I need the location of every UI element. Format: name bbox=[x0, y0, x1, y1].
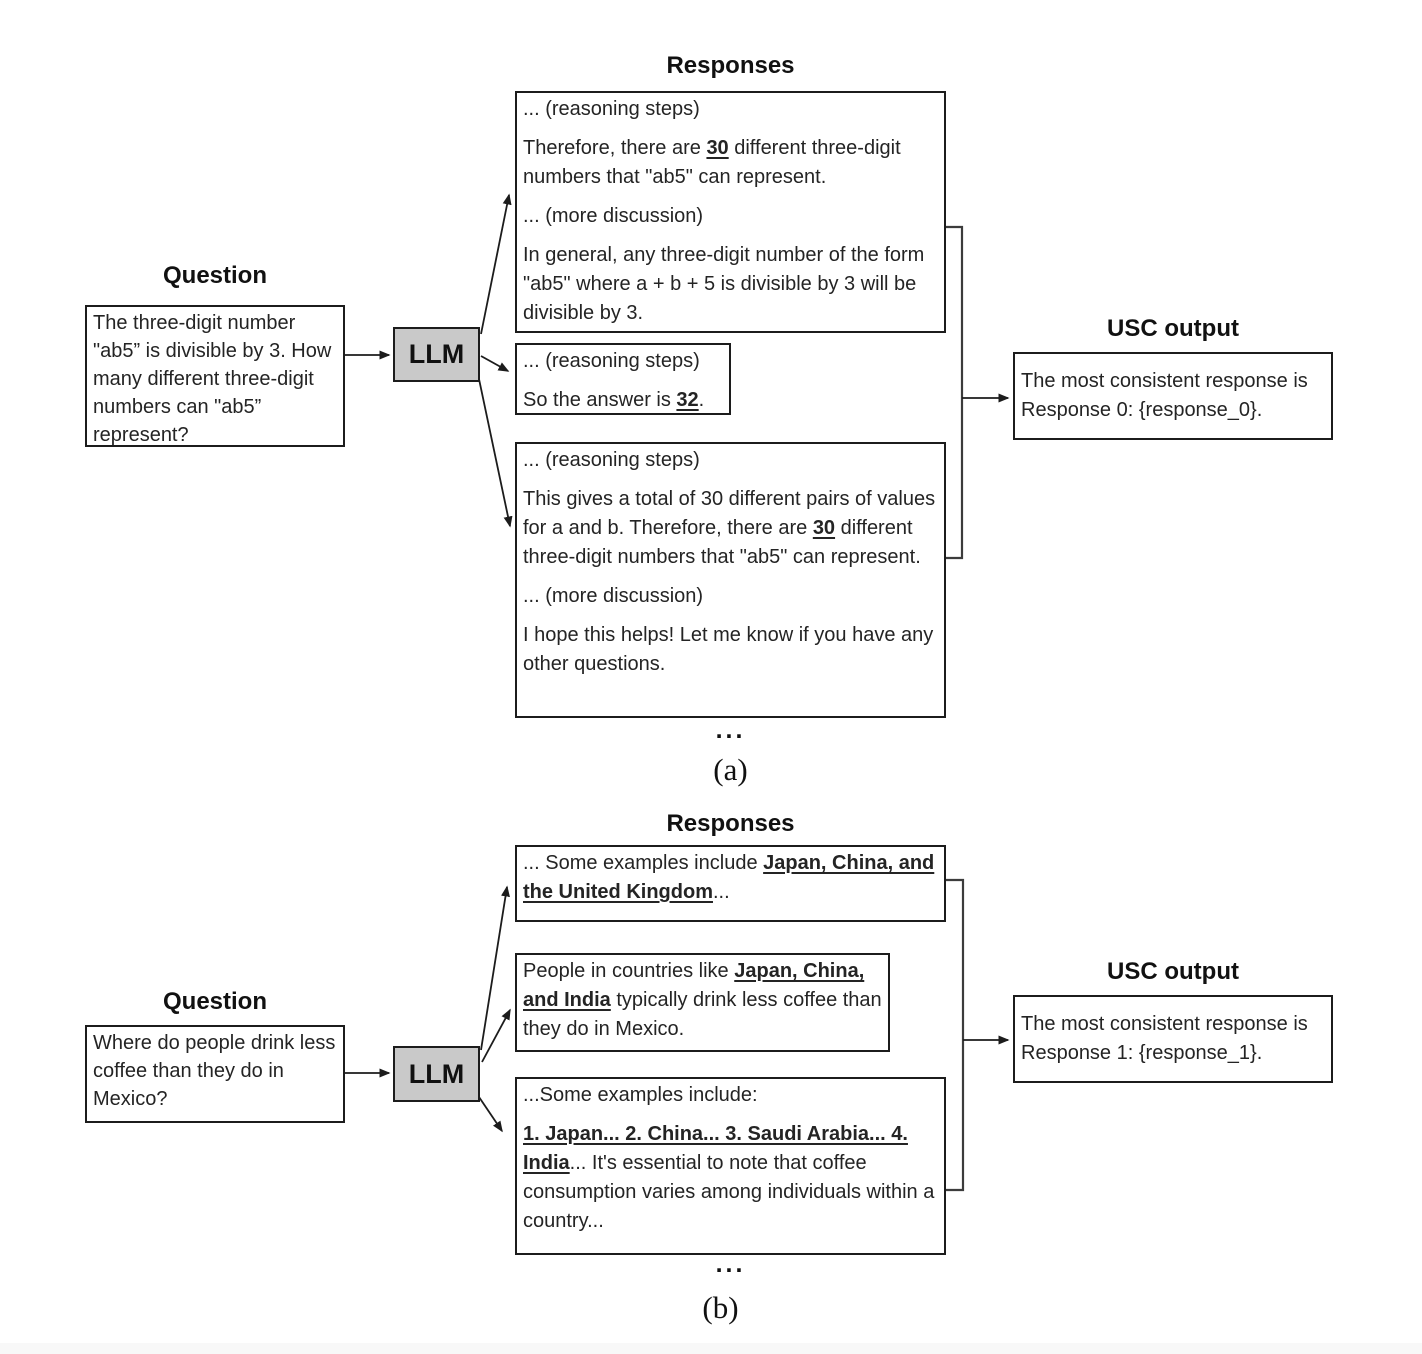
text-segment: ... (reasoning steps) bbox=[523, 449, 700, 471]
text-segment: Therefore, there are bbox=[523, 137, 707, 159]
highlighted-answer: 32 bbox=[676, 389, 699, 411]
text-segment: typically drink less coffee than they do in Mexico. bbox=[523, 989, 882, 1040]
highlighted-answer: 30 bbox=[706, 137, 729, 159]
usc-output-box-b bbox=[1013, 995, 1333, 1083]
paragraph bbox=[523, 386, 723, 415]
text-segment: ... It's essential to note that coffee consumption varies among individuals within a country... bbox=[523, 1152, 935, 1232]
usc-output-box-a bbox=[1013, 352, 1333, 440]
response-box-b1 bbox=[515, 845, 946, 922]
paragraph bbox=[523, 241, 938, 328]
subfigure-caption-a: (a) bbox=[713, 752, 748, 787]
llm-box-a bbox=[393, 327, 480, 382]
llm-box-b bbox=[393, 1046, 480, 1102]
paragraph bbox=[523, 446, 938, 475]
highlighted-answer: 1. Japan... 2. China... 3. Saudi Arabia... 4. India bbox=[523, 1123, 908, 1174]
question-title-a: Question bbox=[162, 262, 267, 289]
arrow-llm-to-response3-a bbox=[479, 379, 510, 526]
text-segment: ... (more discussion) bbox=[523, 205, 704, 227]
response-box-a2 bbox=[515, 343, 731, 415]
arrow-llm-to-response1-b bbox=[481, 887, 507, 1050]
text-segment: ... (reasoning steps) bbox=[523, 350, 700, 372]
text-segment: ...Some examples include: bbox=[523, 1084, 758, 1106]
highlighted-answer: Japan, China, and India bbox=[523, 960, 865, 1011]
paragraph bbox=[523, 202, 938, 231]
highlighted-answer: Japan, China, and the United Kingdom bbox=[523, 852, 935, 903]
arrow-llm-to-response3-b bbox=[479, 1097, 502, 1131]
question-box-b bbox=[85, 1025, 345, 1123]
question-box-a bbox=[85, 305, 345, 447]
bottom-strip bbox=[0, 1343, 1422, 1354]
paragraph bbox=[523, 485, 938, 572]
llm-label-b: LLM bbox=[408, 1058, 465, 1089]
paragraph bbox=[523, 1081, 938, 1110]
responses-title-b: Responses bbox=[666, 810, 795, 837]
text-segment: So the answer is bbox=[523, 389, 677, 411]
usc-title-a: USC output bbox=[1107, 315, 1239, 342]
llm-label-a: LLM bbox=[408, 339, 465, 369]
arrow-llm-to-response1-a bbox=[481, 195, 509, 334]
usc-output-text-b: The most consistent response is Response 1: {response_1}. bbox=[1021, 1013, 1308, 1064]
usc-output-text-a: The most consistent response is Response 0: {response_0}. bbox=[1021, 370, 1308, 421]
text-segment: ... (more discussion) bbox=[523, 585, 704, 607]
response-box-b2 bbox=[515, 953, 890, 1052]
more-responses-ellipsis-b: ... bbox=[715, 1250, 746, 1278]
paragraph bbox=[523, 95, 938, 124]
arrow-llm-to-response2-a bbox=[481, 356, 508, 371]
bracket-responses-b bbox=[946, 880, 963, 1190]
question-title-b: Question bbox=[162, 988, 267, 1015]
paragraph bbox=[523, 347, 723, 376]
subfigure-caption-b: (b) bbox=[702, 1290, 739, 1325]
paragraph bbox=[523, 849, 938, 907]
text-segment: This gives a total of 30 different pairs of values for a and b. Therefore, there are bbox=[523, 488, 936, 539]
response-box-a3 bbox=[515, 442, 946, 718]
paragraph bbox=[523, 621, 938, 679]
bracket-responses-a bbox=[946, 227, 962, 558]
responses-title-a: Responses bbox=[666, 52, 795, 79]
highlighted-answer: 30 bbox=[812, 517, 836, 539]
paragraph bbox=[523, 1120, 938, 1236]
response-box-a1 bbox=[515, 91, 946, 333]
text-segment: different three-digit numbers that "ab5" can represent. bbox=[523, 137, 901, 188]
paragraph bbox=[523, 582, 938, 611]
text-segment: ... Some examples include bbox=[523, 852, 764, 874]
text-segment: People in countries like bbox=[523, 960, 735, 982]
paragraph bbox=[523, 957, 882, 1044]
text-segment: . bbox=[698, 389, 705, 411]
text-segment: ... (reasoning steps) bbox=[523, 98, 700, 120]
text-segment: I hope this helps! Let me know if you have any other questions. bbox=[523, 624, 934, 675]
text-segment: ... bbox=[712, 881, 730, 903]
question-text-a: The three-digit number "ab5” is divisible by 3. How many different three-digit numbers can "ab5” represent? bbox=[93, 312, 332, 446]
text-segment: In general, any three-digit number of the form "ab5" where a + b + 5 is divisible by 3 will be divisible by 3. bbox=[523, 244, 925, 324]
text-segment: different three-digit numbers that "ab5" can represent. bbox=[523, 517, 921, 568]
arrow-llm-to-response2-b bbox=[482, 1010, 510, 1062]
more-responses-ellipsis-a: ... bbox=[715, 716, 746, 744]
question-text-b: Where do people drink less coffee than they do in Mexico? bbox=[93, 1032, 336, 1110]
response-box-b3 bbox=[515, 1077, 946, 1255]
usc-title-b: USC output bbox=[1107, 958, 1239, 985]
paragraph bbox=[523, 134, 938, 192]
